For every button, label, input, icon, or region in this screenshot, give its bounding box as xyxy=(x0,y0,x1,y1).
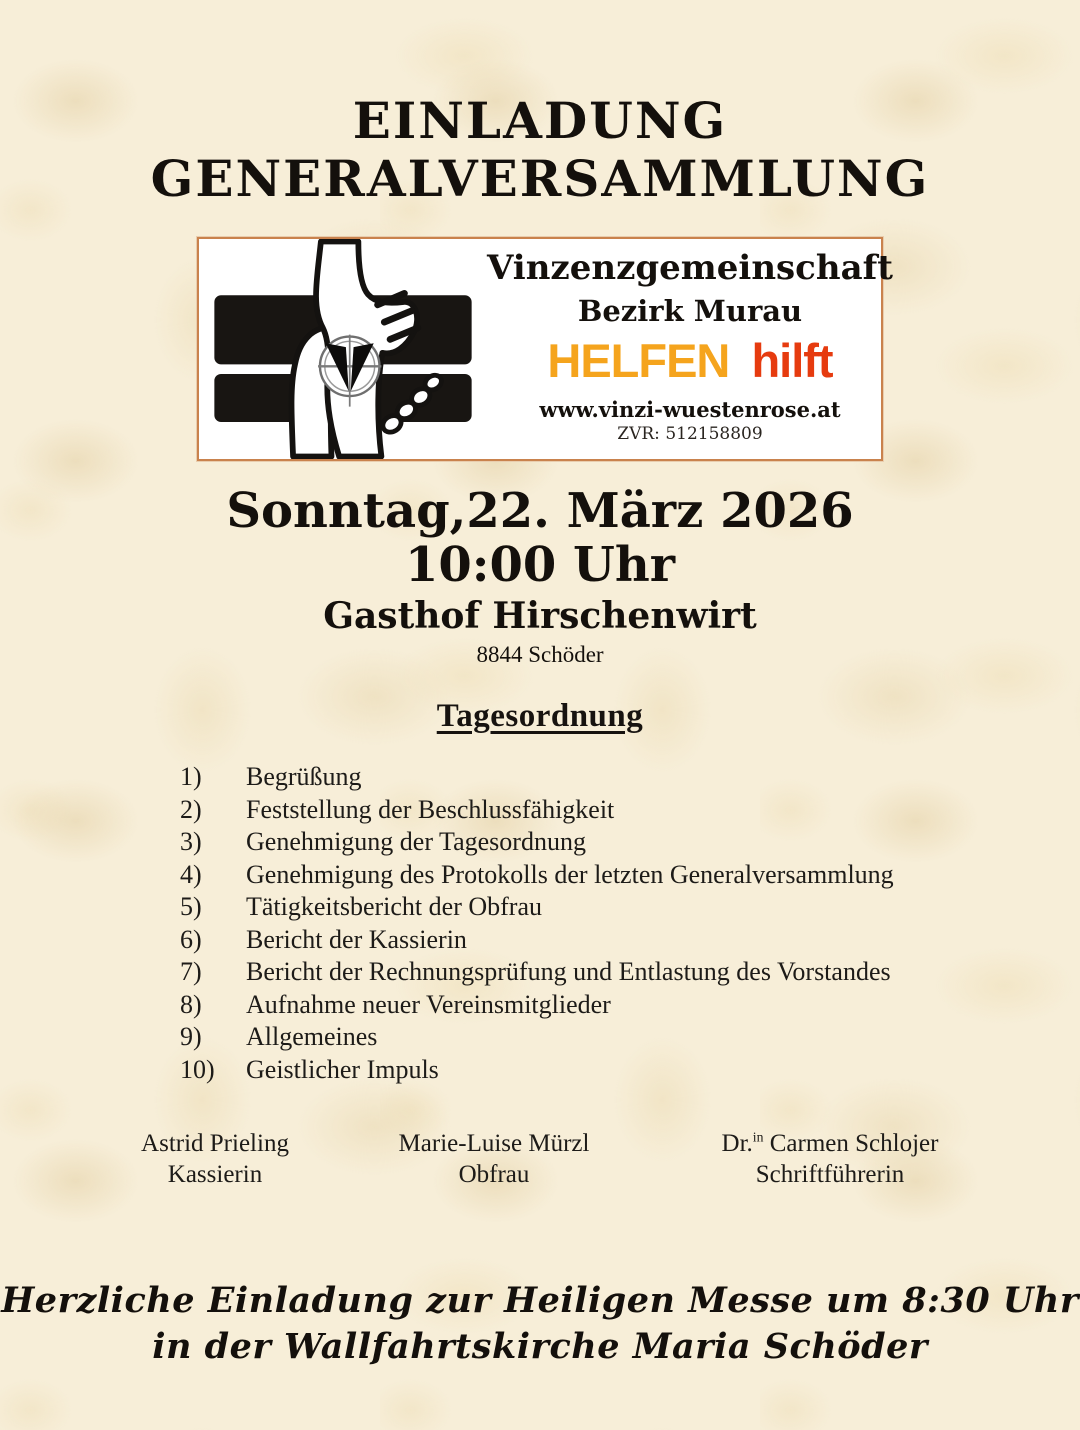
signatory-schriftfuehrerin xyxy=(655,1128,1005,1190)
agenda-item xyxy=(180,989,920,1022)
footer-line-1: Herzliche Einladung zur Heiligen Messe um 8:30 Uhr xyxy=(1,1280,1079,1322)
agenda-item xyxy=(180,1021,920,1054)
signatory-role: Obfrau xyxy=(458,1161,530,1189)
agenda-item-number: 7) xyxy=(180,957,202,987)
event-time: 10:00 Uhr xyxy=(404,536,676,593)
agenda-item-text: Tätigkeitsbericht der Obfrau xyxy=(246,892,542,922)
event-date: Sonntag,22. März 2026 xyxy=(226,483,854,539)
agenda-item-number: 1) xyxy=(180,762,202,792)
agenda-list xyxy=(180,761,920,1086)
agenda-item-text: Genehmigung des Protokolls der letzten Generalversammlung xyxy=(246,859,894,889)
agenda-item-text: Geistlicher Impuls xyxy=(246,1054,439,1084)
signatory-name-superscript: in xyxy=(752,1129,764,1145)
slogan-word-hilft: hilft xyxy=(751,333,833,387)
agenda-item-number: 8) xyxy=(180,989,202,1019)
agenda-item-text: Bericht der Rechnungsprüfung und Entlastung des Vorstandes xyxy=(246,957,891,987)
signatory-name: Marie-Luise Mürzl xyxy=(398,1130,590,1158)
agenda-section xyxy=(0,698,1080,1086)
agenda-item-text: Feststellung der Beschlussfähigkeit xyxy=(246,794,615,824)
agenda-item xyxy=(180,891,920,924)
agenda-item-text: Allgemeines xyxy=(246,1022,378,1052)
agenda-item-number: 6) xyxy=(180,924,202,954)
organization-banner xyxy=(197,237,893,461)
agenda-item xyxy=(180,1054,920,1087)
agenda-item-text: Aufnahme neuer Vereinsmitglieder xyxy=(246,989,611,1019)
agenda-item-number: 9) xyxy=(180,1022,202,1052)
title-line-1: EINLADUNG xyxy=(352,91,728,150)
agenda-item xyxy=(180,956,920,989)
organization-region: Bezirk Murau xyxy=(577,293,803,328)
agenda-item-text: Begrüßung xyxy=(246,762,362,792)
agenda-item xyxy=(180,924,920,957)
event-address: 8844 Schöder xyxy=(476,642,604,668)
organization-banner-text xyxy=(487,239,893,459)
agenda-item xyxy=(180,859,920,892)
agenda-item-text: Genehmigung der Tagesordnung xyxy=(246,827,586,857)
agenda-item-number: 4) xyxy=(180,859,202,889)
registry-number: ZVR: 512158809 xyxy=(617,423,763,444)
agenda-item-number: 2) xyxy=(180,794,202,824)
agenda-item xyxy=(180,761,920,794)
organization-name: Vinzenzgemeinschaft xyxy=(487,248,893,288)
event-venue: Gasthof Hirschenwirt xyxy=(323,594,757,637)
signatory-name: Dr.$^{in}$ Carmen Schlojer xyxy=(721,1129,939,1158)
signatory-role: Kassierin xyxy=(167,1161,263,1189)
website-url: www.vinzi-wuestenrose.at xyxy=(539,396,841,422)
agenda-item-number: 3) xyxy=(180,827,202,857)
agenda-item xyxy=(180,826,920,859)
agenda-item-number: 10) xyxy=(180,1054,215,1084)
signatories xyxy=(0,1128,1080,1196)
clasped-hands-cross-logo-icon xyxy=(199,239,487,459)
event-details xyxy=(0,485,1080,668)
signatory-role: Schriftführerin xyxy=(755,1161,905,1189)
document-title xyxy=(0,0,1080,207)
signatory-obfrau xyxy=(378,1128,610,1190)
slogan xyxy=(487,333,893,387)
footer-note xyxy=(0,1278,1080,1369)
title-line-2: GENERALVERSAMMLUNG xyxy=(150,148,930,208)
footer-line-2: in der Wallfahrtskirche Maria Schöder xyxy=(152,1325,928,1367)
agenda-item-number: 5) xyxy=(180,892,202,922)
agenda-heading: Tagesordnung xyxy=(436,698,644,735)
agenda-item-text: Bericht der Kassierin xyxy=(246,924,467,954)
signatory-name: Astrid Prieling xyxy=(141,1130,289,1158)
slogan-word-helfen: HELFEN xyxy=(547,333,730,387)
signatory-kassierin xyxy=(100,1128,330,1190)
agenda-item xyxy=(180,794,920,827)
